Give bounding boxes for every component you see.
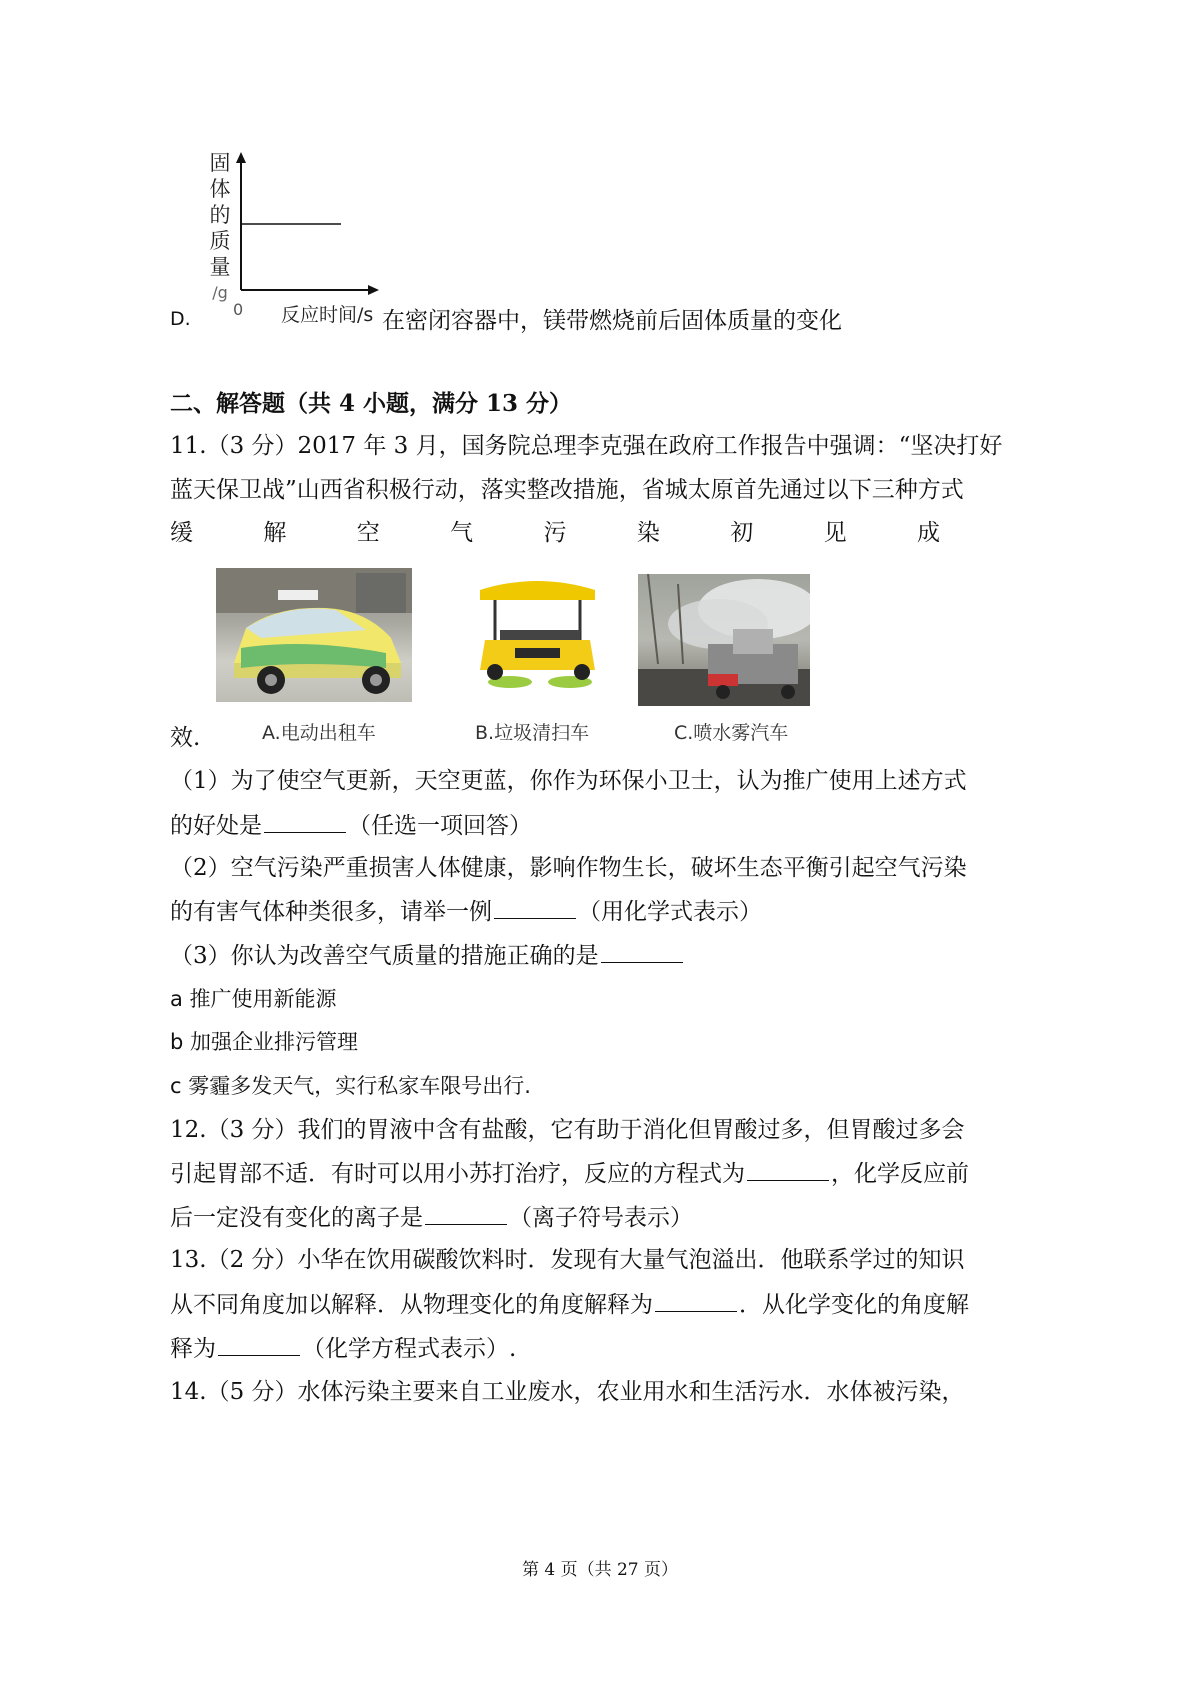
ylabel-char: 体 (209, 177, 231, 201)
q12-line3-post: （离子符号表示） (509, 1205, 693, 1231)
q11-opt-b: b 加强企业排污管理 (170, 1030, 359, 1054)
q11-p1-b-pre: 的好处是 (170, 813, 262, 839)
q11-opt-a: a 推广使用新能源 (170, 987, 337, 1011)
taxi-illustration (216, 568, 412, 702)
graph-d-axes (195, 150, 395, 310)
ylabel-char: /g (212, 283, 228, 302)
page-footer: 第 4 页（共 27 页） (521, 1560, 679, 1580)
q11-line3-char: 成 (917, 520, 940, 546)
ylabel-char: 质 (209, 229, 231, 253)
q14-line1: 14.（5 分）水体污染主要来自工业废水，农业用水和生活污水．水体被污染， (170, 1379, 965, 1405)
q11-line1: 11.（3 分）2017 年 3 月，国务院总理李克强在政府工作报告中强调：“坚决打好 (170, 433, 1003, 459)
q11-p1-b-post: （任选一项回答） (348, 813, 532, 839)
q11-line3 (170, 518, 940, 548)
q11-p3-pre: （3）你认为改善空气质量的措施正确的是 (170, 943, 599, 969)
q11-line4: 效. (170, 725, 201, 751)
q12-line3 (170, 1202, 693, 1233)
q11-p2-b-post: （用化学式表示） (578, 899, 762, 925)
q12-line2-post: ，化学反应前 (831, 1161, 969, 1187)
q11-p1-b (170, 810, 532, 841)
q11-line3-char: 解 (263, 520, 287, 546)
q11-line3-char: 空 (356, 520, 380, 546)
q13-line2-pre: 从不同角度加以解释．从物理变化的角度解释为 (170, 1292, 653, 1318)
option-d-text: 在密闭容器中，镁带燃烧前后固体质量的变化 (382, 308, 842, 334)
mist-truck-illustration (638, 574, 810, 706)
q11-line3-char: 见 (823, 520, 847, 546)
ylabel-char: 固 (209, 151, 231, 175)
photo-electric-taxi (216, 568, 412, 702)
q12-line2 (170, 1158, 969, 1189)
y-axis-arrow (236, 152, 246, 163)
option-d-letter: D. (170, 308, 191, 330)
q11-opt-c: c 雾霾多发天气，实行私家车限号出行. (170, 1074, 531, 1098)
section-heading: 二、解答题（共 4 小题，满分 13 分） (170, 390, 573, 417)
q13-line1: 13.（2 分）小华在饮用碳酸饮料时．发现有大量气泡溢出．他联系学过的知识 (170, 1247, 965, 1273)
photo-sweeper (470, 570, 605, 695)
q11-line3-char: 初 (730, 520, 754, 546)
caption-electric-taxi: A.电动出租车 (262, 722, 376, 744)
q12-line2-pre: 引起胃部不适．有时可以用小苏打治疗，反应的方程式为 (170, 1161, 745, 1187)
caption-sweeper: B.垃圾清扫车 (475, 722, 590, 744)
answer-blank[interactable] (601, 940, 683, 963)
ylabel-char: 量 (209, 255, 231, 279)
graph-d-xlabel: 反应时间/s (281, 304, 374, 326)
q13-line3 (170, 1333, 516, 1364)
photo-mist-truck (638, 574, 810, 706)
q11-p2-a: （2）空气污染严重损害人体健康，影响作物生长，破坏生态平衡引起空气污染 (170, 855, 967, 881)
q11-line3-char: 污 (543, 520, 567, 546)
q11-line3-char: 气 (450, 520, 474, 546)
answer-blank[interactable] (494, 896, 576, 919)
sweeper-illustration (470, 570, 605, 695)
q11-line3-char: 染 (636, 520, 660, 546)
q13-line2-post: ．从化学变化的角度解 (739, 1292, 969, 1318)
q11-p3 (170, 940, 685, 971)
answer-blank[interactable] (425, 1202, 507, 1225)
q13-line3-pre: 释为 (170, 1336, 216, 1362)
q11-line3-char: 缓 (170, 520, 193, 546)
graph-d (195, 150, 395, 330)
q11-line2: 蓝天保卫战”山西省积极行动，落实整改措施，省城太原首先通过以下三种方式 (170, 477, 964, 503)
x-axis-arrow (368, 285, 379, 295)
q11-p2-b (170, 896, 762, 927)
q12-line3-pre: 后一定没有变化的离子是 (170, 1205, 423, 1231)
q11-p2-b-pre: 的有害气体种类很多，请举一例 (170, 899, 492, 925)
answer-blank[interactable] (218, 1333, 300, 1356)
caption-mist-truck: C.喷水雾汽车 (674, 722, 789, 744)
q11-p1-a: （1）为了使空气更新，天空更蓝，你作为环保小卫士，认为推广使用上述方式 (170, 768, 967, 794)
q13-line2 (170, 1289, 969, 1320)
ylabel-char: 的 (209, 203, 231, 227)
graph-d-origin: 0 (233, 300, 244, 319)
answer-blank[interactable] (264, 810, 346, 833)
q13-line3-post: （化学方程式表示）. (302, 1336, 517, 1362)
answer-blank[interactable] (655, 1289, 737, 1312)
q12-line1: 12.（3 分）我们的胃液中含有盐酸，它有助于消化但胃酸过多，但胃酸过多会 (170, 1117, 965, 1143)
answer-blank[interactable] (747, 1158, 829, 1181)
